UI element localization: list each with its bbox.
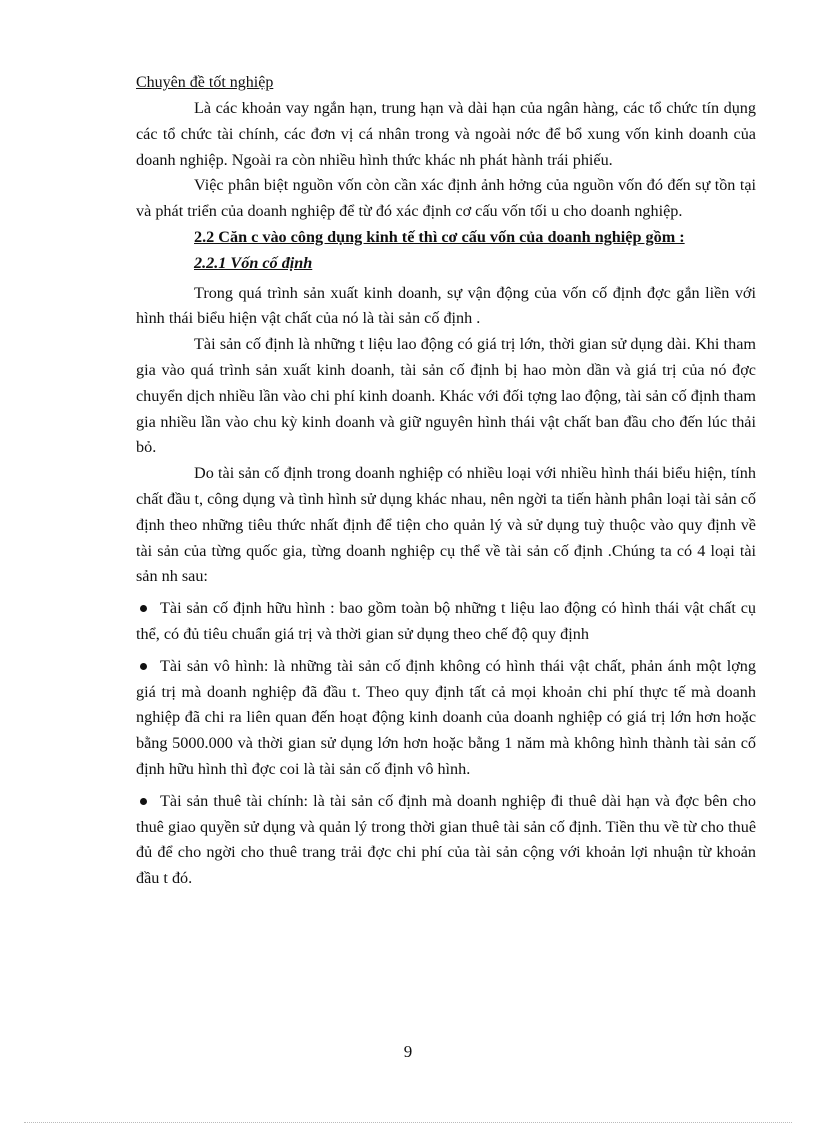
list-item-text: Tài sản cố định hữu hình : bao gồm toàn bộ những t liệu lao động có hình thái vật chất cụ thể, có đủ tiêu chuẩn giá trị và thời gian sử dụng theo chế độ quy định xyxy=(136,599,756,643)
paragraph: Là các khoản vay ngắn hạn, trung hạn và dài hạn của ngân hàng, các tổ chức tín dụng các tổ chức tài chính, các đơn vị cá nhân trong và ngoài nớc để bổ xung vốn kinh doanh của doanh nghiệp. Ngoài ra còn nhiều hình thức khác nh phát hành trái phiếu. xyxy=(136,99,756,169)
bullet-icon xyxy=(140,663,147,670)
paragraph: Trong quá trình sản xuất kinh doanh, sự vận động của vốn cố định đợc gắn liền với hình thái biểu hiện vật chất của nó là tài sản cố định . xyxy=(136,283,756,328)
paragraph: Tài sản cố định là những t liệu lao động có giá trị lớn, thời gian sử dụng dài. Khi tham gia vào quá trình sản xuất kinh doanh, tài sản cố định bị hao mòn dần và giá trị của nó đợc chuyển dịch nhiều lần vào chi phí kinh doanh. Khác với đối tợng lao động, tài sản cố định tham gia nhiều lần vào chu kỳ kinh doanh và giữ nguyên hình thái vật chất ban đầu cho đến lúc thải bỏ. xyxy=(136,335,756,457)
paragraph: Việc phân biệt nguồn vốn còn cần xác định ảnh hởng của nguồn vốn đó đến sự tồn tại và phát triển của doanh nghiệp để từ đó xác định cơ cấu vốn tối u cho doanh nghiệp. xyxy=(136,176,756,221)
section-heading: 2.2 Căn c vào công dụng kinh tế thì cơ cấu vốn của doanh nghiệp gồm : xyxy=(194,227,685,246)
document-page xyxy=(136,72,756,892)
list-item xyxy=(136,654,756,783)
page-number: 9 xyxy=(403,1042,413,1061)
bullet-icon xyxy=(140,798,147,805)
paragraph: Do tài sản cố định trong doanh nghiệp có nhiều loại với nhiều hình thái biểu hiện, tính chất đầu t, công dụng và tình hình sử dụng khác nhau, nên ngời ta tiến hành phân loại tài sản cố định theo những tiêu thức nhất định để tiện cho quản lý và sử dụng tuỳ thuộc vào quy định về tài sản của từng quốc gia, từng doanh nghiệp cụ thể về tài sản cố định .Chúng ta có 4 loại tài sản nh sau: xyxy=(136,464,756,586)
document-header: Chuyên đề tốt nghiệp xyxy=(136,74,274,91)
list-item xyxy=(136,789,756,892)
list-item-text: Tài sản vô hình: là những tài sản cố định không có hình thái vật chất, phản ánh một lợng giá trị mà doanh nghiệp đã đầu t. Theo quy định tất cả mọi khoản chi phí thực tế mà doanh nghiệp đã chi ra liên quan đến hoạt động kinh doanh của doanh nghiệp có giá trị lớn hơn hoặc bằng 5000.000 và thời gian sử dụng lớn hơn hoặc bằng 1 năm mà không hình thành tài sản cố định hữu hình thì đợc coi là tài sản cố định vô hình. xyxy=(136,656,756,778)
subsection-heading: 2.2.1 Vốn cố định xyxy=(194,253,313,272)
list-item xyxy=(136,596,756,648)
list-item-text: Tài sản thuê tài chính: là tài sản cố định mà doanh nghiệp đi thuê dài hạn và đợc bên cho thuê giao quyền sử dụng và quản lý trong thời gian thuê tài sản cố định. Tiền thu về từ cho thuê đủ để cho ngời cho thuê trang trải đợc chi phí của tài sản cộng với khoản lợi nhuận từ khoản đầu t đó. xyxy=(136,791,756,888)
